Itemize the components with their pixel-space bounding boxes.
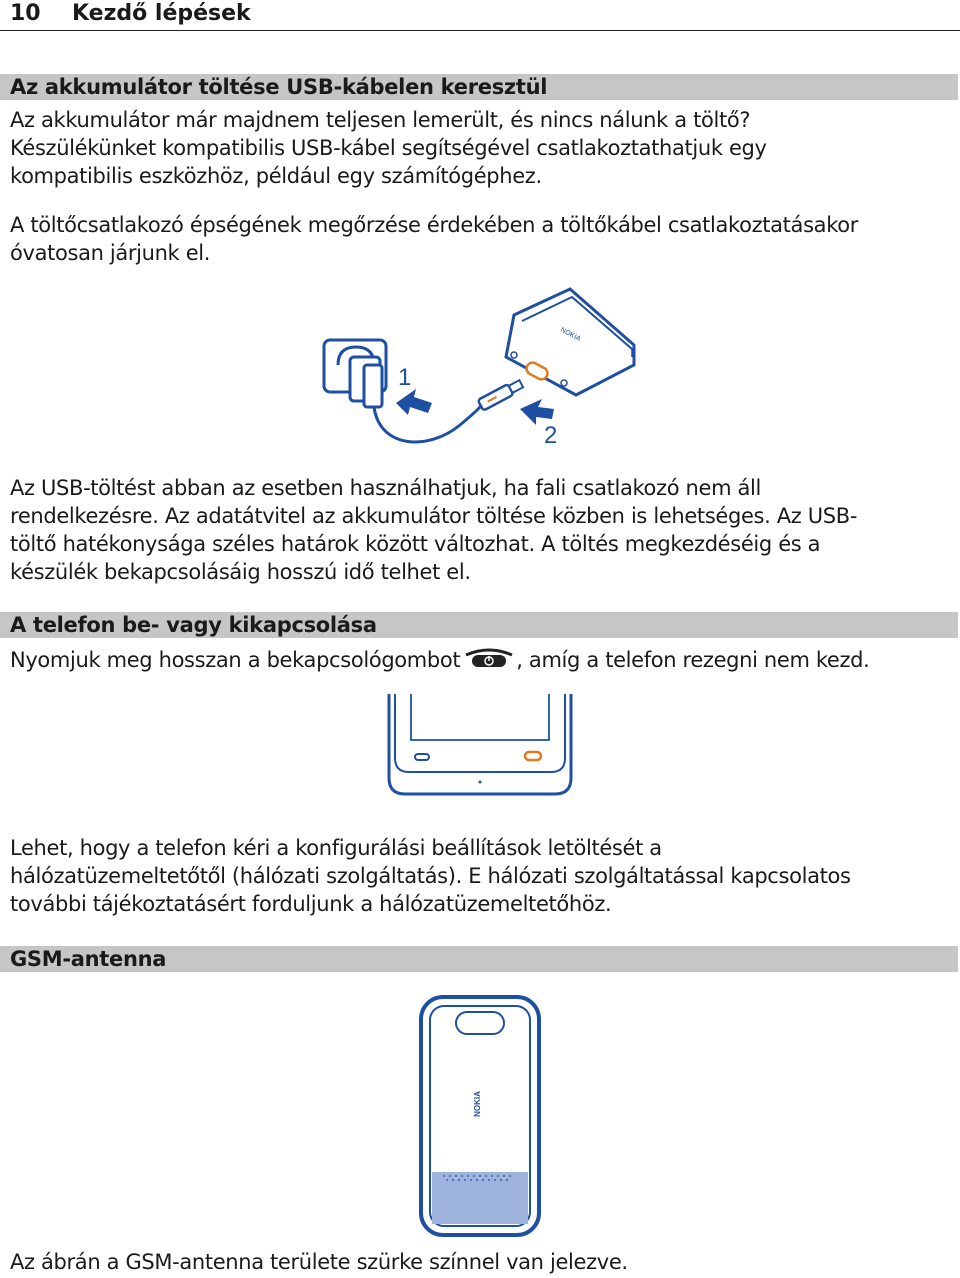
text-line: hálózatüzemeltetőtől (hálózati szolgáltatás). E hálózati szolgáltatással kapcsolatos — [10, 864, 851, 888]
power-key-icon — [464, 647, 514, 669]
gsm-caption — [10, 1248, 950, 1276]
usb-paragraph-3 — [10, 474, 950, 586]
phone-bottom-illustration — [506, 289, 634, 395]
text-line: óvatosan járjunk el. — [10, 241, 211, 265]
step-1-label: 1 — [398, 364, 412, 391]
text-line: Az ábrán a GSM-antenna területe szürke színnel van jelezve. — [10, 1250, 628, 1274]
nokia-logo: NOKIA — [559, 326, 582, 343]
phone-back-illustration — [418, 994, 542, 1238]
phone-front-illustration — [385, 690, 575, 798]
power-instruction — [10, 646, 950, 674]
section-heading-gsm: GSM-antenna — [0, 946, 958, 972]
text-line: Az USB-töltést abban az esetben használhatjuk, ha fali csatlakozó nem áll — [10, 476, 761, 500]
text-line: Lehet, hogy a telefon kéri a konfigurálási beállítások letöltését a — [10, 836, 662, 860]
usb-charging-illustration — [310, 285, 650, 455]
section-heading-usb: Az akkumulátor töltése USB-kábelen keresztül — [0, 74, 958, 100]
usb-paragraph-1 — [10, 106, 950, 190]
arrow-icon-1 — [396, 389, 432, 415]
text-line: rendelkezésre. Az adatátvitel az akkumulátor töltése közben is lehetséges. Az USB- — [10, 504, 858, 528]
section-heading-power: A telefon be- vagy kikapcsolása — [0, 612, 958, 638]
text-line: készülék bekapcsolásáig hosszú idő telhet el. — [10, 560, 471, 584]
usb-plug-icon — [478, 378, 524, 410]
text-line: Az akkumulátor már majdnem teljesen lemerült, és nincs nálunk a töltő? — [10, 108, 751, 132]
text-line: A töltőcsatlakozó épségének megőrzése érdekében a töltőkábel csatlakoztatásakor — [10, 213, 859, 237]
text-line: töltő hatékonysága széles határok között változhat. A töltés megkezdéséig és a — [10, 532, 821, 556]
power-paragraph-2 — [10, 834, 950, 918]
text-line: kompatibilis eszközhöz, például egy számítógéphez. — [10, 164, 542, 188]
text-line: Készülékünket kompatibilis USB-kábel segítségével csatlakoztathatjuk egy — [10, 136, 767, 160]
nokia-logo-back: NOKIA — [473, 1091, 482, 1117]
chapter-title: Kezdő lépések — [72, 1, 251, 26]
instruction-text-before: Nyomjuk meg hosszan a bekapcsológombot — [10, 648, 461, 672]
page-number: 10 — [10, 1, 41, 26]
usb-paragraph-2 — [10, 211, 950, 267]
wall-socket-icon — [324, 340, 386, 407]
text-line — [10, 646, 950, 674]
instruction-text-after: , amíg a telefon rezegni nem kezd. — [516, 648, 870, 672]
page-header — [0, 0, 960, 31]
step-2-label: 2 — [544, 422, 558, 449]
text-line: további tájékoztatásért forduljunk a hálózatüzemeltetőhöz. — [10, 892, 612, 916]
